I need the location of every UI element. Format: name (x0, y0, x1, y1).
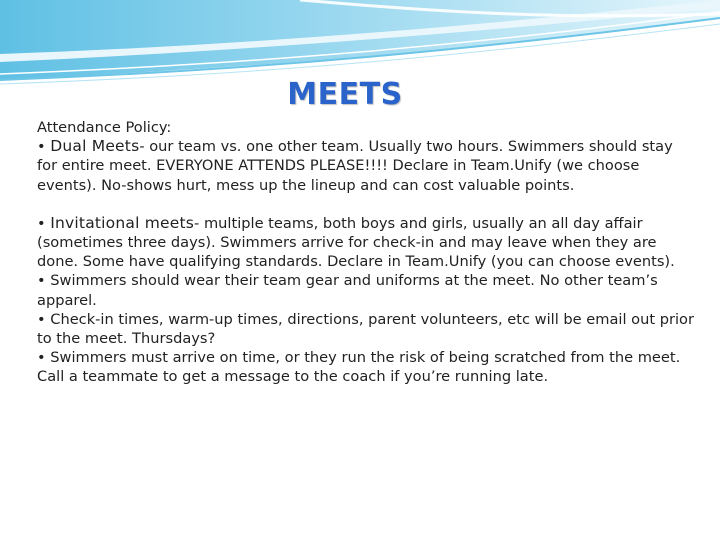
bullet-glyph: • (37, 272, 51, 290)
invitational-meets-lead: Invitational meets (50, 213, 195, 232)
bullet-text: Swimmers must arrive on time, or they run the risk of being scratched from the meet. Call a teammate to get a message to the coach if you’re running late. (37, 349, 681, 386)
bullet-item (37, 310, 697, 348)
bullet-glyph: • (37, 349, 51, 367)
invitational-meets-bullet (37, 214, 697, 272)
dual-meets-bullet (37, 137, 697, 195)
bullet-glyph: • (37, 138, 51, 156)
bullet-text: Swimmers should wear their team gear and uniforms at the meet. No other team’s apparel. (37, 272, 658, 309)
dual-meets-text: - our team vs. one other team. Usually two hours. Swimmers should stay for entire meet. EVERYONE ATTENDS PLEASE!!!! Declare in Team.Unify (we choose events). No-shows hurt, mess up the lineup and can cost valuable points. (37, 138, 673, 194)
slide-body (37, 118, 697, 387)
invitational-meets-text: - multiple teams, both boys and girls, usually an all day affair (sometimes three days). Swimmers arrive for check-in and may leave when they are done. Some have qualifying standards. Declare in Team.Unify (you can choose events). (37, 214, 675, 271)
bullet-text: Check-in times, warm-up times, directions, parent volunteers, etc will be email out prior to the meet. Thursdays? (37, 310, 694, 348)
bullet-item (37, 271, 697, 309)
bullet-glyph: • (37, 214, 51, 232)
dual-meets-lead: Dual Meets (50, 137, 140, 156)
attendance-heading: Attendance Policy: (37, 119, 172, 136)
bullet-glyph: • (37, 310, 51, 328)
slide-title: MEETS (287, 77, 403, 112)
bullet-item (37, 348, 697, 386)
paragraph-gap (37, 195, 697, 214)
